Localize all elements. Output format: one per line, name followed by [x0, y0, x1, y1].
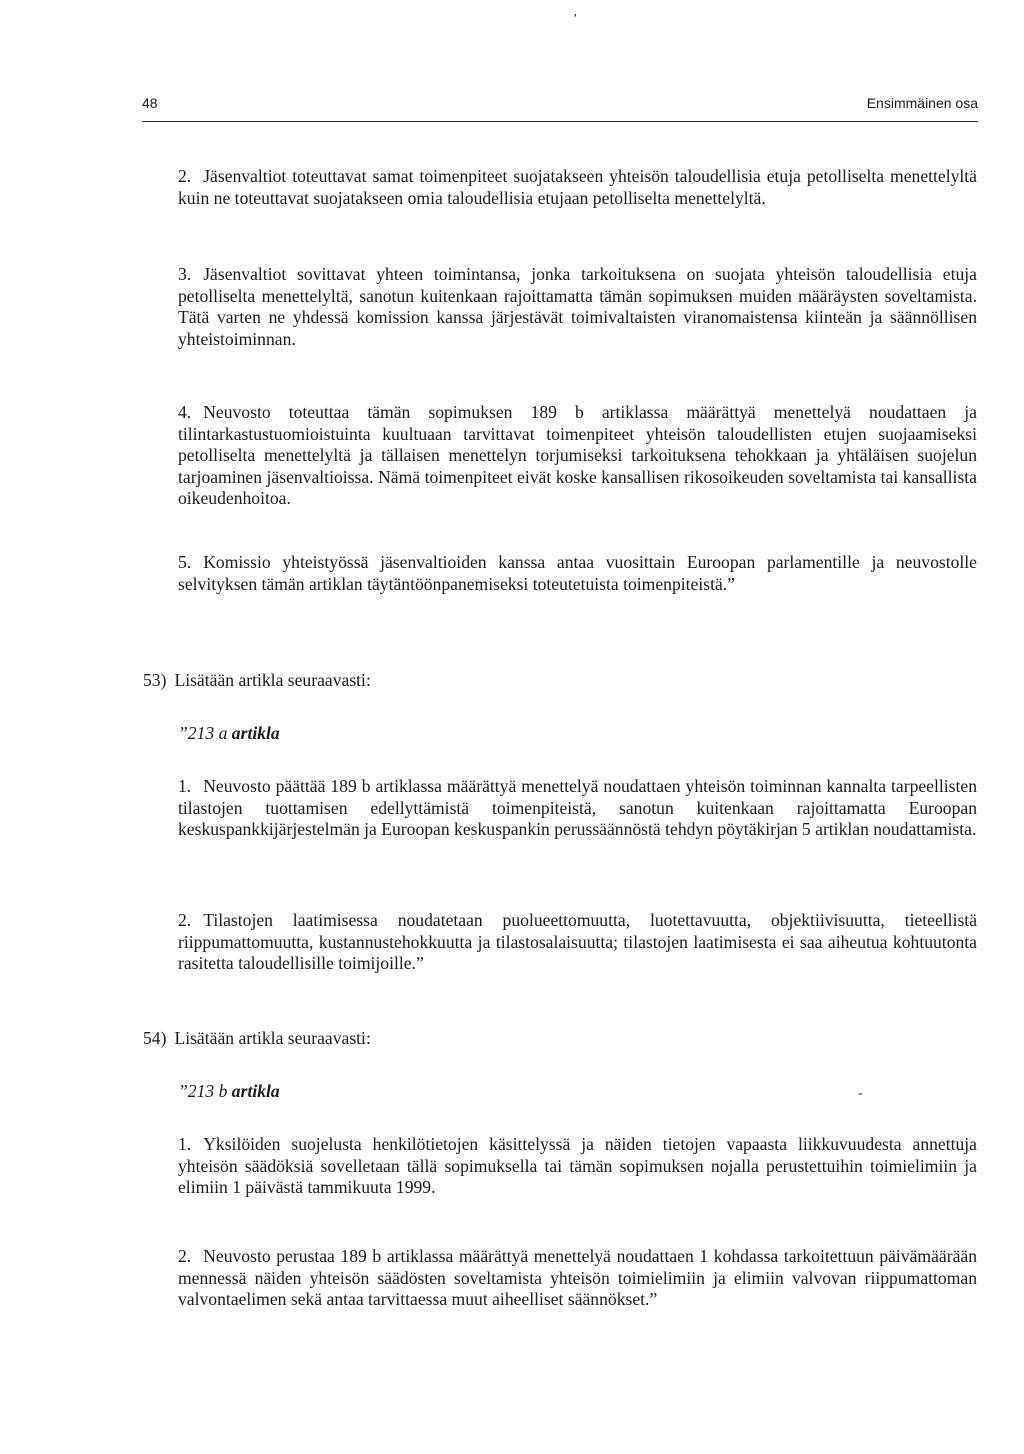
- article-number: 213 b: [187, 1081, 228, 1101]
- paragraph-4: [178, 402, 977, 510]
- running-title: Ensimmäinen osa: [866, 95, 978, 111]
- paragraph-text: Neuvosto toteuttaa tämän sopimuksen 189 b artiklassa määrättyä menettelyä noudattaen ja tilintarkastustuomioistuinta kuultuaan tarvittavat toimenpiteet yhteisön taloudellisten etujen suojaamiseksi petolliselta menettelyltä ja tällaisen menettelyn torjumiseksi tarkoituksena tehokkaan ja yhtäläisen suojelun tarjoaminen jäsenvaltioissa. Nämä toimenpiteet eivät koske kansallisen rikosoikeuden soveltamista tai kansallista oikeudenhoitoa.: [178, 402, 977, 508]
- running-header: [142, 95, 978, 117]
- item-text: Lisätään artikla seuraavasti:: [174, 670, 371, 690]
- margin-mark: -: [858, 1086, 863, 1101]
- open-quote: ”: [178, 723, 188, 743]
- paragraph-number: 4.: [178, 402, 192, 422]
- paragraph-2: [178, 166, 977, 209]
- paragraph-number: 3.: [178, 264, 192, 284]
- paragraph-text: Yksilöiden suojelusta henkilötietojen käsittelyssä ja näiden tietojen vapaasta liikkuvuudesta annettuja yhteisön säädöksiä sovelletaan tällä sopimuksella tai tämän sopimuksen nojalla perustettuihin toimielimiin ja elimiin 1 päivästä tammikuuta 1999.: [178, 1134, 977, 1197]
- article-213b-paragraph-1: [178, 1134, 977, 1199]
- paragraph-text: Neuvosto perustaa 189 b artiklassa määrättyä menettelyä noudattaen 1 kohdassa tarkoitettuun päivämäärään mennessä näiden yhteisön säädösten soveltamista yhteisön toimielimiin ja elimiin valvovan riippumattoman valvontaelimen sekä antaa tarvittaessa muut aiheelliset säännökset.”: [178, 1246, 977, 1309]
- paragraph-text: Komissio yhteistyössä jäsenvaltioiden kanssa antaa vuosittain Euroopan parlamentille ja neuvostolle selvityksen tämän artiklan täytäntöönpanemiseksi toteutetuista toimenpiteistä.”: [178, 552, 977, 594]
- header-rule: [142, 121, 978, 122]
- paragraph-text: Tilastojen laatimisessa noudatetaan puolueettomuutta, luotettavuutta, objektiivisuutta, tieteellistä riippumattomuutta, kustannustehokkuutta ja tilastosalaisuutta; tilastojen laatimisesta ei saa aiheutua kohtuutonta rasitetta taloudellisille toimijoille.”: [178, 910, 977, 973]
- stray-mark: ': [573, 12, 576, 27]
- paragraph-number: 2.: [178, 1246, 192, 1266]
- paragraph-number: 5.: [178, 552, 192, 572]
- article-213a-paragraph-1: [178, 776, 977, 841]
- article-heading-213a: [178, 723, 280, 745]
- paragraph-text: Jäsenvaltiot sovittavat yhteen toimintansa, jonka tarkoituksena on suojata yhteisön taloudellisia etuja petolliselta menettelyltä, sanotun kuitenkaan rajoittamatta tämän sopimuksen muiden määräysten soveltamista. Tätä varten ne yhdessä komission kanssa järjestävät toimivaltaisten viranomaistensa kiinteän ja säännöllisen yhteistoiminnan.: [178, 264, 977, 349]
- item-text: Lisätään artikla seuraavasti:: [174, 1028, 371, 1048]
- paragraph-number: 2.: [178, 166, 192, 186]
- open-quote: ”: [178, 1081, 188, 1101]
- paragraph-text: Neuvosto päättää 189 b artiklassa määrättyä menettelyä noudattaen yhteisön toiminnan kannalta tarpeellisten tilastojen tuottamisen edellyttämistä toimenpiteistä, sanotun kuitenkaan rajoittamatta Euroopan keskuspankkijärjestelmän ja Euroopan keskuspankin perussäännöstä tehdyn pöytäkirjan 5 artiklan noudattamista.: [178, 776, 977, 839]
- article-word: artikla: [231, 1081, 280, 1101]
- article-213b-paragraph-2: [178, 1246, 977, 1311]
- item-number: 54): [143, 1028, 167, 1048]
- paragraph-number: 1.: [178, 1134, 192, 1154]
- item-54: [143, 1028, 371, 1050]
- paragraph-text: Jäsenvaltiot toteuttavat samat toimenpiteet suojatakseen yhteisön taloudellisia etuja petolliselta menettelyltä kuin ne toteuttavat suojatakseen omia taloudellisia etujaan petolliselta menettelyltä.: [178, 166, 977, 208]
- article-213a-paragraph-2: [178, 910, 977, 975]
- item-number: 53): [143, 670, 167, 690]
- page-number: 48: [142, 95, 158, 111]
- article-heading-213b: [178, 1081, 280, 1103]
- paragraph-5: [178, 552, 977, 595]
- paragraph-number: 2.: [178, 910, 192, 930]
- paragraph-number: 1.: [178, 776, 192, 796]
- article-number: 213 a: [187, 723, 228, 743]
- paragraph-3: [178, 264, 977, 350]
- item-53: [143, 670, 371, 692]
- article-word: artikla: [231, 723, 280, 743]
